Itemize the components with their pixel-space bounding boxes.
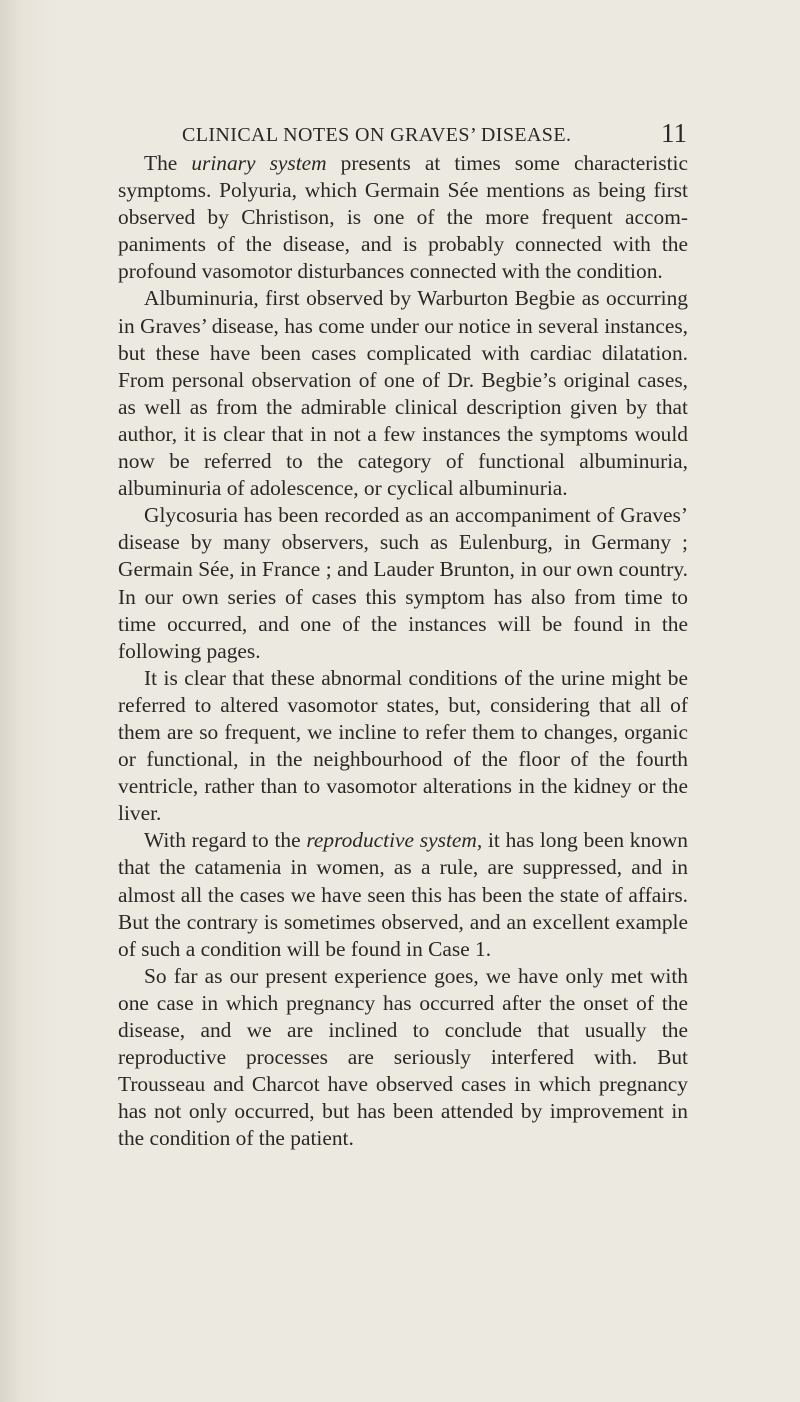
paragraph-albuminuria: Albuminuria, first observed by Warburton Begbie as occurring in Graves’ disease, has come under our notice in several instances, but these have been cases complicated with cardiac dilatation. From personal observation of one of Dr. Begbie’s original cases, as well as from the admirable clinical description given by that author, it is clear that in not a few instances the symptoms would now be referred to the category of functional albuminuria, albuminuria of adolescence, or cyclical albuminuria. [118, 286, 688, 501]
running-head: CLINICAL NOTES ON GRAVES’ DISEASE. [182, 124, 572, 146]
paragraph-glycosuria: Glycosuria has been recorded as an accompaniment of Graves’ disease by many observers, such as Eulenburg, in Germany ; Germain Sée, in France ; and Lauder Brunton, in our own country. In our own series of cases this symptom has also from time to time occurred, and one of the instances will be found in the following pages. [118, 503, 688, 663]
body-text [118, 150, 688, 1152]
page-number: 11 [661, 118, 687, 148]
paragraph-pregnancy: So far as our present experience goes, we have only met with one case in which pregnancy has occurred after the onset of the disease, and we are inclined to conclude that usually the reproductive processes are seriously interfered with. But Trousseau and Charcot have observed cases in which pregnancy has not only occurred, but has been attended by improvement in the condition of the patient. [118, 963, 688, 1151]
paragraph-urinary-system: The urinary system presents at times some characteristic symptoms. Polyuria, which Germain Sée mentions as being first observed by Christison, is one of the more frequent accompaniments of the disease, and is probably connected with the profound vasomotor disturbances connected with the condition. [118, 151, 688, 284]
emphasis-urinary-system: urinary system [191, 151, 327, 175]
paragraph-abnormal-urine: It is clear that these abnormal conditions of the urine might be referred to altered vasomotor states, but, considering that all of them are so frequent, we incline to refer them to changes, organic or functional, in the neighbourhood of the floor of the fourth ventricle, rather than to vasomotor alterations in the kidney or the liver. [118, 665, 688, 826]
emphasis-reproductive-system: reproductive system, [306, 828, 483, 853]
paragraph-reproductive-system: With regard to the reproductive system, it has long been known that the catamenia in women, as a rule, are suppressed, and in almost all the cases we have seen this has been the state of affairs. But the contrary is sometimes observed, and an excellent example of such a condition will be found in Case 1. [118, 828, 689, 961]
